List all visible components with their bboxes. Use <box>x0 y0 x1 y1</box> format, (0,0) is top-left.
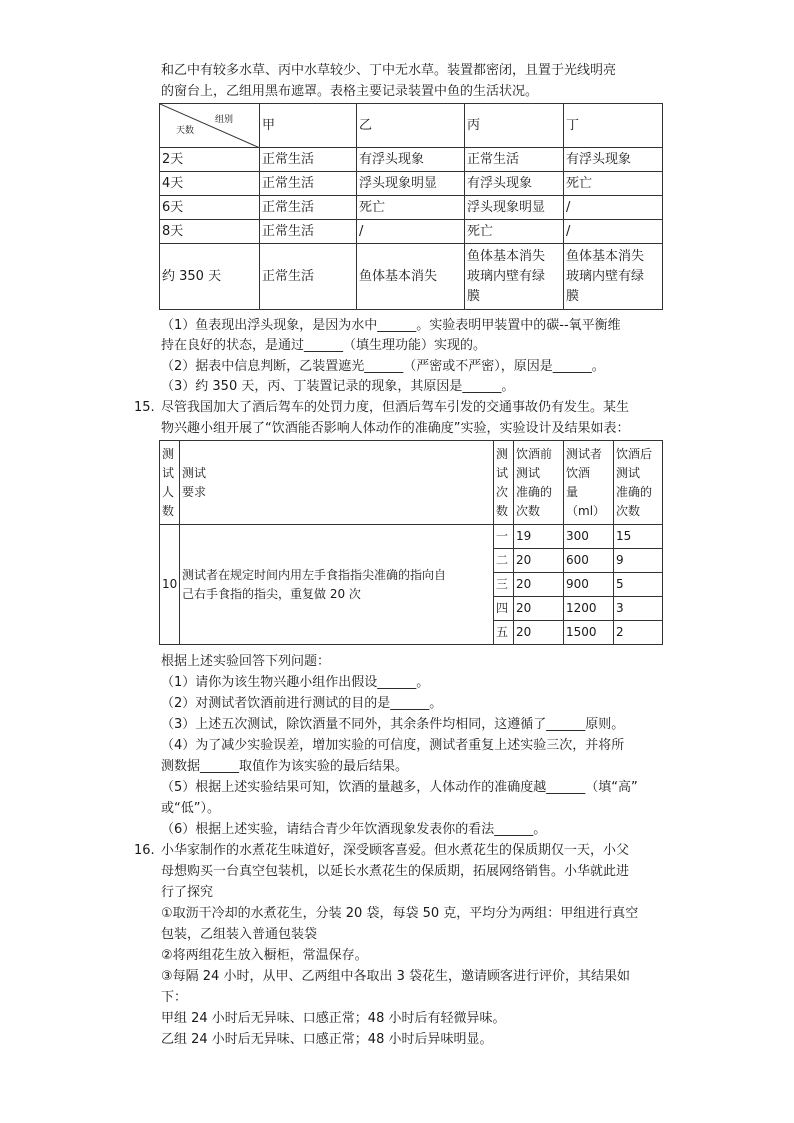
table-corner-cell <box>160 104 260 148</box>
times-cell: 三 <box>494 573 514 597</box>
after-cell: 9 <box>614 549 663 573</box>
diagonal-line <box>160 104 260 148</box>
q15-answer-intro: 根据上述实验回答下列问题： <box>161 654 331 669</box>
q15-sub-1: （1）请你为该生物兴趣小组作出假设______。 <box>161 675 430 690</box>
status-cell: 正常生活 <box>260 172 357 196</box>
q16-line-7: ③每隔 24 小时，从甲、乙两组中各取出 3 袋花生，邀请顾客进行评价，其结果如 <box>161 969 630 984</box>
cell-line: 膜 <box>566 288 580 304</box>
header-char: 试 <box>162 465 175 480</box>
status-cell: 鱼体基本消失 <box>357 244 465 310</box>
table-row <box>160 244 663 310</box>
q16-line-2: 母想购买一台真空包装机，以延长水煮花生的保质期，拓展网络销售。小华就此进 <box>161 864 630 879</box>
header-char: 次 <box>496 484 509 499</box>
header-char: 数 <box>496 503 509 518</box>
times-cell: 五 <box>494 621 514 645</box>
status-cell: 浮头现象明显 <box>465 196 564 220</box>
day-cell: 2天 <box>160 148 260 172</box>
q15-sub-5a: （5）根据上述实验结果可知，饮酒的量越多，人体动作的准确度越______（填“高” <box>161 780 638 795</box>
table-row <box>160 172 663 196</box>
status-cell: 浮头现象明显 <box>357 172 465 196</box>
header-line: 次数 <box>516 503 541 518</box>
cell-line: 玻璃内壁有绿 <box>566 268 645 284</box>
amount-cell: 1200 <box>564 597 614 621</box>
intro-line-2: 的窗台上，乙组用黑布遮罩。表格主要记录装置中鱼的生活状况。 <box>161 84 539 99</box>
day-cell: 约 350 天 <box>160 244 260 310</box>
q16-line-6: ②将两组花生放入橱柜，常温保存。 <box>161 948 368 963</box>
after-cell: 2 <box>614 621 663 645</box>
table-row <box>160 220 663 244</box>
q15-sub-3: （3）上述五次测试，除饮酒量不同外，其余条件均相同，这遵循了______原则。 <box>161 717 625 732</box>
amount-cell: 1500 <box>564 621 614 645</box>
before-cell: 19 <box>514 525 564 549</box>
q16-line-4: ①取沥干冷却的水煮花生，分装 20 袋，每袋 50 克，平均分为两组：甲组进行真空 <box>161 906 639 921</box>
before-cell: 20 <box>514 621 564 645</box>
header-times <box>494 441 514 525</box>
header-line: 量（ml） <box>566 484 606 518</box>
cell-line: 鱼体基本消失 <box>566 248 645 264</box>
status-cell: / <box>357 220 465 244</box>
q15-sub-4a: （4）为了减少实验误差，增加实验的可信度，测试者重复上述实验三次，并将所 <box>161 738 625 753</box>
q15-number: 15. <box>134 400 155 415</box>
header-line: 测试 <box>616 465 641 480</box>
header-char: 测 <box>162 446 175 461</box>
drinking-experiment-table <box>159 440 663 645</box>
requirement-cell <box>180 525 494 645</box>
requirement-line: 测试者在规定时间内用左手食指指尖准确的指向自 <box>182 567 447 582</box>
status-cell: 死亡 <box>465 220 564 244</box>
after-cell: 3 <box>614 597 663 621</box>
status-cell: 正常生活 <box>260 148 357 172</box>
q15-stem-1: 尽管我国加大了酒后驾车的处罚力度，但酒后驾车引发的交通事故仍有发生。某生 <box>161 400 630 415</box>
cell-line: 玻璃内壁有绿 <box>467 268 546 284</box>
table-row <box>160 148 663 172</box>
table-header-row <box>160 441 663 525</box>
q15-sub-5b: 或“低”）。 <box>161 801 220 816</box>
people-cell: 10 <box>160 525 180 645</box>
status-cell: 有浮头现象 <box>564 148 663 172</box>
before-cell: 20 <box>514 597 564 621</box>
header-cell: 丙 <box>465 104 564 148</box>
q16-line-5: 包装，乙组装入普通包装袋 <box>161 927 318 942</box>
header-line: 饮酒后 <box>616 446 653 461</box>
status-cell: 正常生活 <box>465 148 564 172</box>
q16-line-10: 乙组 24 小时后无异味、口感正常；48 小时后异味明显。 <box>161 1032 493 1047</box>
status-cell: 死亡 <box>357 196 465 220</box>
fish-status-table <box>159 103 663 310</box>
after-cell: 5 <box>614 573 663 597</box>
q16-line-1: 小华家制作的水煮花生味道好，深受顾客喜爱。但水煮花生的保质期仅一天，小父 <box>161 843 630 858</box>
header-requirement <box>180 441 494 525</box>
status-cell: / <box>564 196 663 220</box>
status-cell: 正常生活 <box>260 220 357 244</box>
header-amount <box>564 441 614 525</box>
header-line: 饮酒前 <box>516 446 553 461</box>
after-cell: 15 <box>614 525 663 549</box>
q14-sub-2: （2）据表中信息判断，乙装置遮光______（严密或不严密），原因是______。 <box>161 359 605 374</box>
status-cell: 有浮头现象 <box>357 148 465 172</box>
header-cell: 乙 <box>357 104 465 148</box>
cell-line: 鱼体基本消失 <box>467 248 546 264</box>
status-cell: 死亡 <box>564 172 663 196</box>
status-cell: 有浮头现象 <box>465 172 564 196</box>
amount-cell: 600 <box>564 549 614 573</box>
header-line: 次数 <box>616 503 641 518</box>
times-cell: 一 <box>494 525 514 549</box>
q16-line-3: 行了探究 <box>161 885 214 900</box>
header-line: 饮酒 <box>566 465 591 480</box>
cell-line: 膜 <box>467 288 481 304</box>
corner-label-group: 组别 <box>214 115 233 125</box>
header-char: 数 <box>162 503 175 518</box>
header-cell: 丁 <box>564 104 663 148</box>
times-cell: 四 <box>494 597 514 621</box>
table-row <box>160 196 663 220</box>
day-cell: 4天 <box>160 172 260 196</box>
status-cell <box>564 244 663 310</box>
corner-label-days: 天数 <box>176 126 195 136</box>
header-people <box>160 441 180 525</box>
header-char: 测 <box>496 446 509 461</box>
intro-line-1: 和乙中有较多水草、丙中水草较少、丁中无水草。装置都密闭，且置于光线明亮 <box>161 63 617 78</box>
amount-cell: 300 <box>564 525 614 549</box>
day-cell: 6天 <box>160 196 260 220</box>
amount-cell: 900 <box>564 573 614 597</box>
q14-sub-3: （3）约 350 天，丙、丁装置记录的现象，其原因是______。 <box>161 379 515 394</box>
q15-stem-2: 物兴趣小组开展了“饮酒能否影响人体动作的准确度”实验，实验设计及结果如表： <box>161 421 630 436</box>
table-row <box>160 525 663 549</box>
header-cell: 甲 <box>260 104 357 148</box>
q14-sub-1a: （1）鱼表现出浮头现象，是因为水中______。实验表明甲装置中的碳--氧平衡维 <box>161 318 621 333</box>
q15-sub-4b: 测数据______取值作为该实验的最后结果。 <box>161 759 409 774</box>
q16-line-8: 下： <box>161 990 188 1005</box>
header-line: 测试 <box>182 465 207 480</box>
status-cell: / <box>564 220 663 244</box>
status-cell: 正常生活 <box>260 196 357 220</box>
times-cell: 二 <box>494 549 514 573</box>
status-cell: 正常生活 <box>260 244 357 310</box>
q16-line-9: 甲组 24 小时后无异味、口感正常；48 小时后有轻微异味。 <box>161 1011 506 1026</box>
header-line: 测试者 <box>566 446 603 461</box>
before-cell: 20 <box>514 573 564 597</box>
q15-sub-6: （6）根据上述实验，请结合青少年饮酒现象发表你的看法______。 <box>161 822 547 837</box>
before-cell: 20 <box>514 549 564 573</box>
requirement-line: 己右手食指的指尖，重复做 20 次 <box>182 586 361 601</box>
header-char: 人 <box>162 484 175 499</box>
header-char: 试 <box>496 465 509 480</box>
q16-number: 16. <box>134 843 155 858</box>
day-cell: 8天 <box>160 220 260 244</box>
status-cell <box>465 244 564 310</box>
header-line: 测试 <box>516 465 541 480</box>
header-before <box>514 441 564 525</box>
q15-sub-2: （2）对测试者饮酒前进行测试的目的是______。 <box>161 696 443 711</box>
header-line: 准确的 <box>516 484 553 499</box>
q14-sub-1b: 持在良好的状态，是通过______（填生理功能）实现的。 <box>161 338 487 353</box>
header-line: 准确的 <box>616 484 653 499</box>
header-after <box>614 441 663 525</box>
header-line: 要求 <box>182 484 207 499</box>
